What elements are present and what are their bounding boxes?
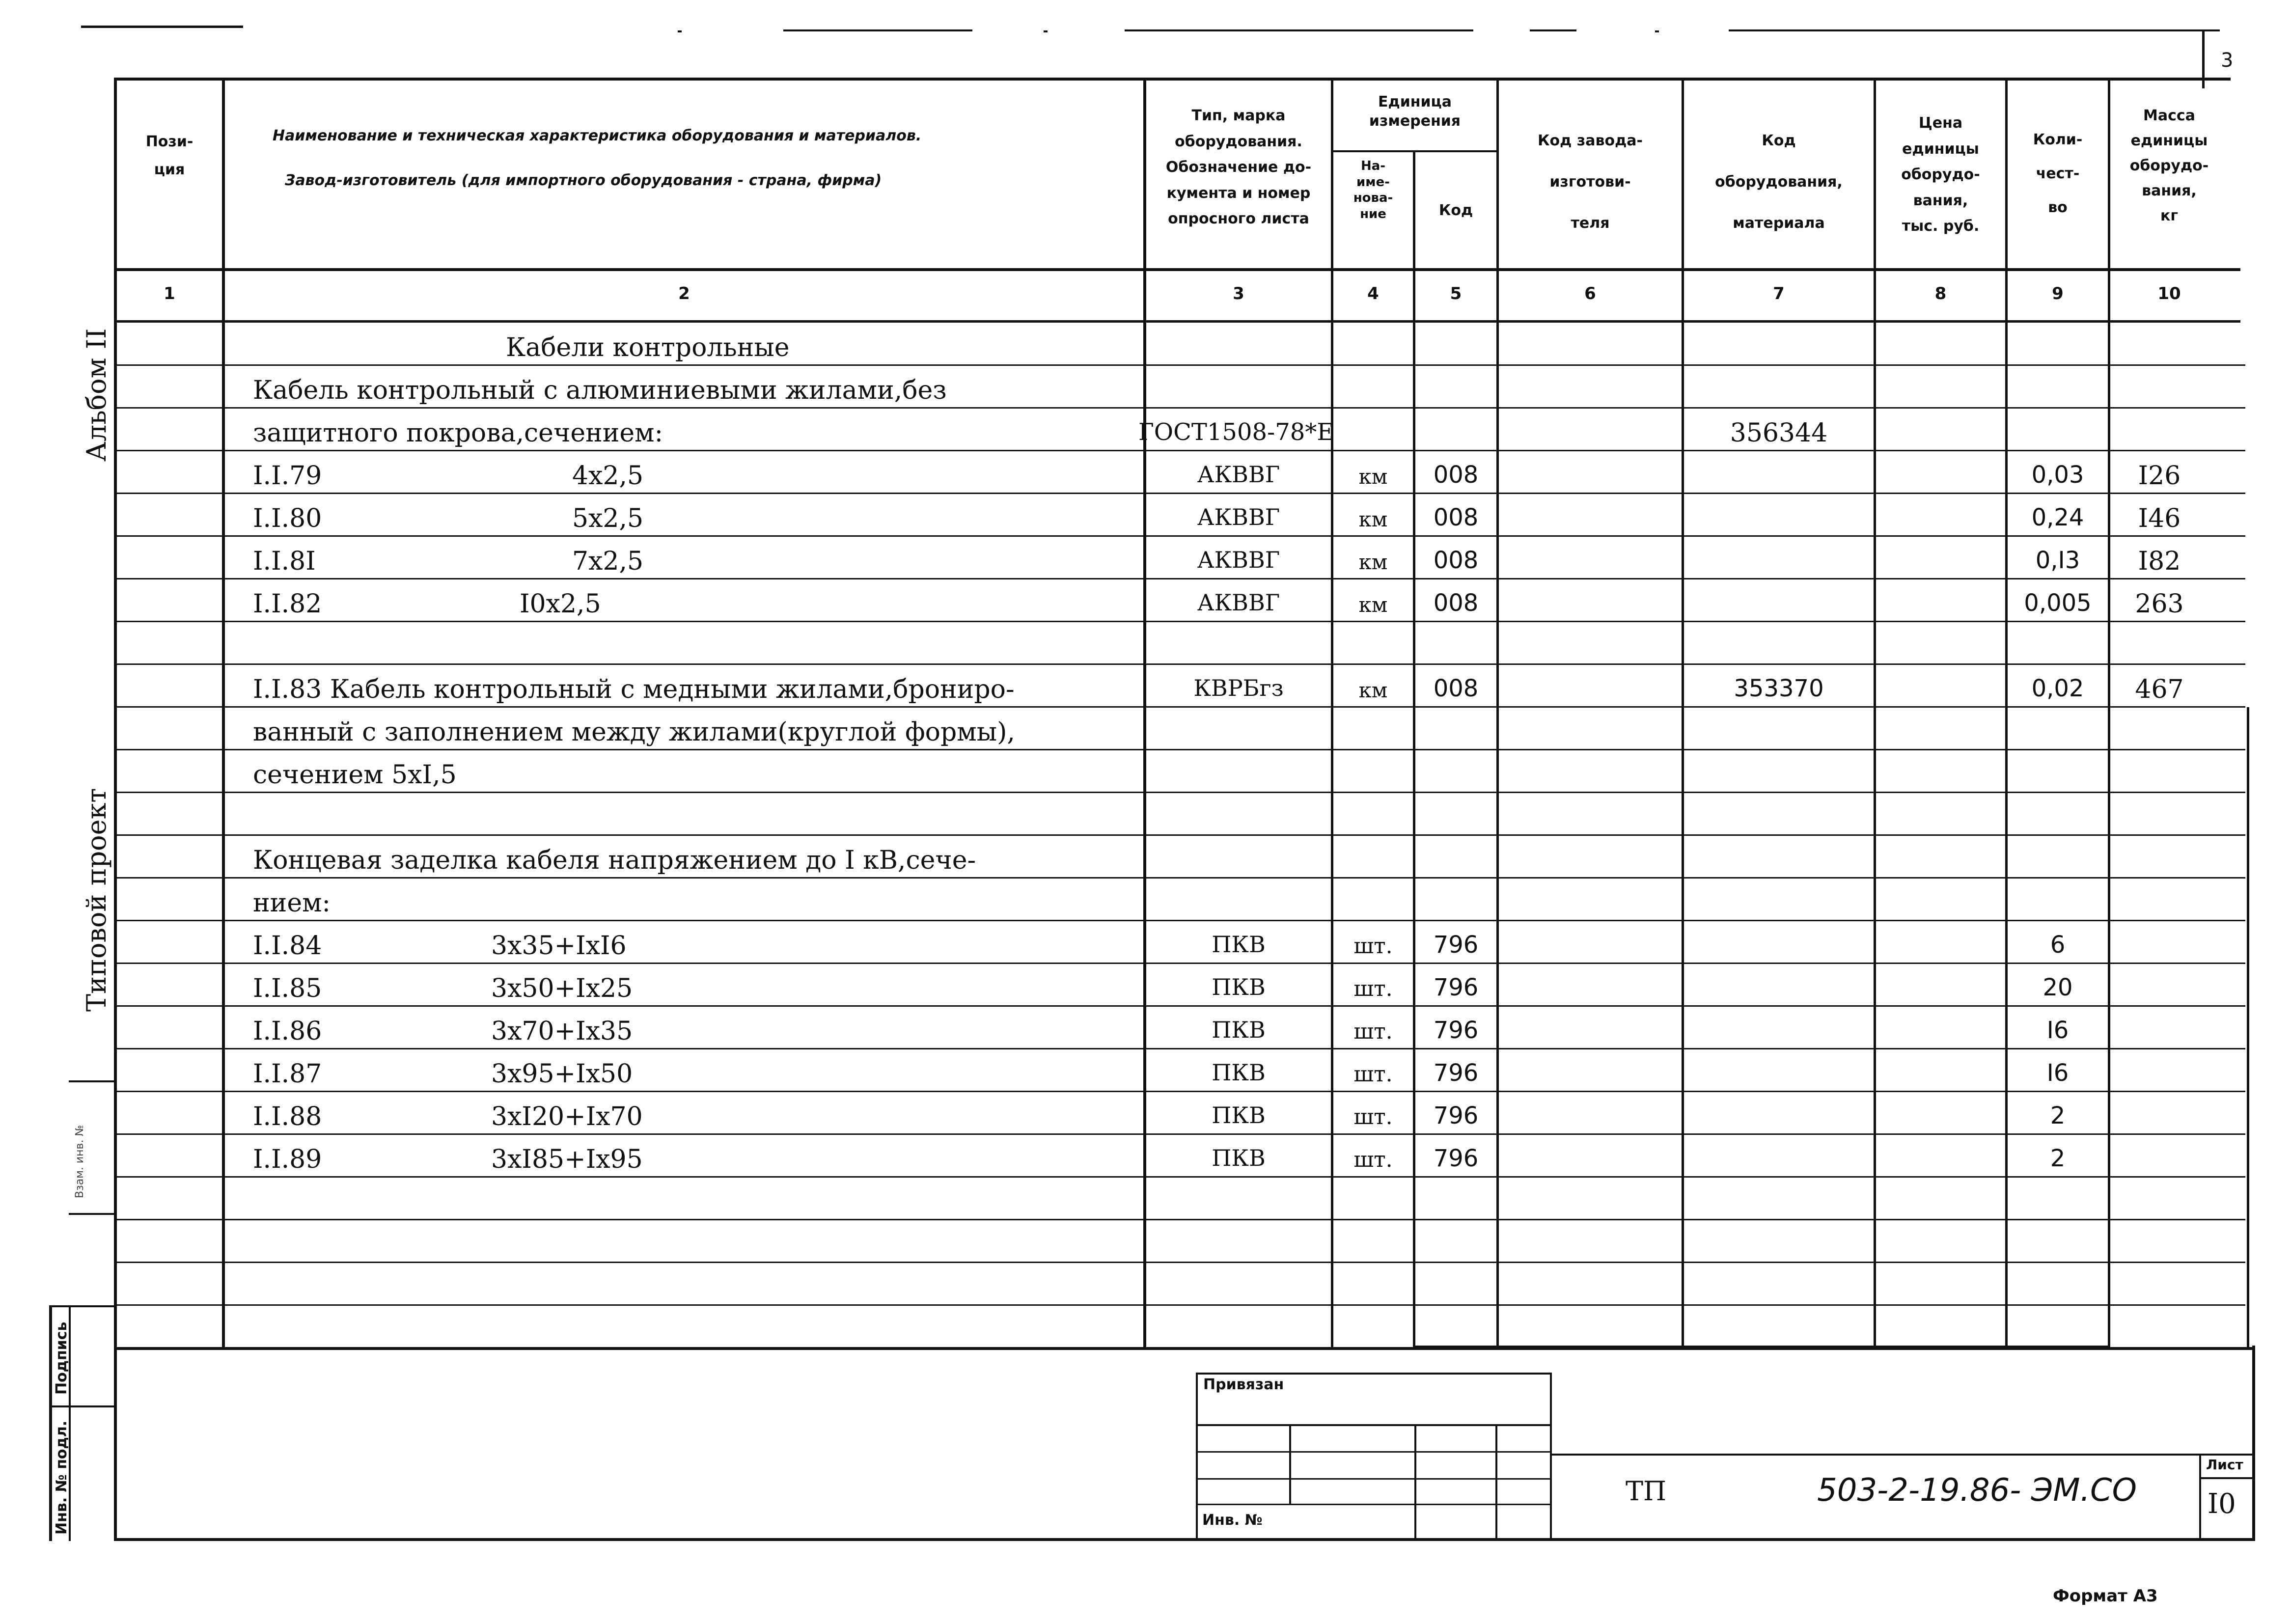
- row-spec: 3x95+Ix50: [491, 1059, 633, 1089]
- row-type: АКВВГ: [1197, 504, 1280, 530]
- header-type-text: Тип, марка оборудования. Обозначение до- кумента и номер опросного листа: [1165, 107, 1312, 227]
- header-unit-name-text: На- име- нова- ние: [1353, 159, 1393, 221]
- col-number: 8: [1934, 284, 1947, 303]
- header-price-text: Цена единицы оборудо- вания, тыс. руб.: [1901, 114, 1980, 235]
- row-position: I.I.88: [253, 1102, 322, 1131]
- header-position: [120, 128, 219, 184]
- row-spec: 4x2,5: [572, 461, 644, 491]
- section-title: Кабели контрольные: [506, 333, 790, 362]
- header-name: [231, 128, 1115, 189]
- header-material-code-text: Код оборудования, материала: [1715, 132, 1843, 232]
- row-qty: 2: [2050, 1145, 2066, 1172]
- header-name-line2: Завод-изготовитель (для импортного оборудования - страна, фирма): [285, 172, 882, 189]
- col-number: 9: [2052, 284, 2064, 303]
- stamp-tp: ТП: [1626, 1476, 1667, 1507]
- row-type: ПКВ: [1212, 1145, 1266, 1171]
- row-position: I.I.84: [253, 931, 322, 961]
- side-album: Альбом II: [81, 328, 112, 462]
- col-number: 5: [1450, 284, 1462, 303]
- row-type: АКВВГ: [1197, 461, 1280, 488]
- row-type: АКВВГ: [1197, 589, 1280, 616]
- header-qty-text: Коли- чест- во: [2033, 131, 2083, 216]
- row-unit-code: 796: [1433, 974, 1479, 1001]
- row-qty: 0,24: [2031, 504, 2084, 531]
- row-type: ПКВ: [1212, 931, 1266, 958]
- row-qty: 20: [2043, 974, 2073, 1001]
- row-qty: 0,03: [2031, 461, 2084, 489]
- row-spec: 3x35+IxI6: [491, 931, 627, 961]
- col-number: 2: [678, 284, 690, 303]
- row-spec: 7x2,5: [572, 547, 644, 576]
- row-unit-code: 008: [1433, 504, 1479, 531]
- header-unit-name: [1333, 158, 1413, 222]
- row-qty: I6: [2046, 1059, 2069, 1087]
- col-number: 10: [2157, 284, 2181, 303]
- row-type: ПКВ: [1212, 1017, 1266, 1043]
- side-small: Взам. инв. №: [74, 1125, 86, 1198]
- row-unit: шт.: [1353, 1104, 1393, 1129]
- row-position: I.I.79: [253, 461, 322, 491]
- row-type: ПКВ: [1212, 1059, 1266, 1086]
- header-price: [1876, 110, 2005, 240]
- stamp-privyazan: Привязан: [1203, 1376, 1284, 1393]
- row-unit: шт.: [1353, 934, 1393, 959]
- header-unit-group: [1333, 92, 1496, 131]
- row-type: ПКВ: [1212, 974, 1266, 1000]
- stamp-sheet-label: Лист: [2206, 1457, 2243, 1473]
- header-unit-code-text: Код: [1438, 202, 1473, 219]
- row-type: КВРБгз: [1193, 675, 1284, 701]
- row-qty: 0,I3: [2035, 547, 2080, 574]
- row-type: ГОСТ1508-78*Е: [1138, 418, 1334, 446]
- header-unit-code: [1415, 196, 1496, 224]
- row-unit: км: [1358, 465, 1388, 489]
- col-number: 3: [1233, 284, 1244, 303]
- row-position: I.I.85: [253, 974, 322, 1003]
- row-position: I.I.80: [253, 504, 322, 533]
- row-name: защитного покрова,сечением:: [253, 418, 663, 448]
- row-material-code: 353370: [1734, 675, 1824, 702]
- header-mass-text: Масса единицы оборудо- вания, кг: [2129, 107, 2209, 224]
- row-unit-code: 796: [1433, 1059, 1479, 1087]
- row-unit-code: 796: [1433, 931, 1479, 959]
- row-unit: км: [1358, 550, 1388, 574]
- stamp-inv: Инв. №: [1202, 1512, 1263, 1529]
- row-unit-code: 796: [1433, 1102, 1479, 1129]
- row-spec: 3x50+Ix25: [491, 974, 633, 1003]
- row-name: ванный с заполнением между жилами(круглой формы),: [253, 717, 1015, 747]
- col-number: 7: [1773, 284, 1785, 303]
- format-label: Формат А3: [2053, 1586, 2158, 1606]
- row-name: I.I.83 Кабель контрольный с медными жилами,брониро-: [253, 675, 1015, 704]
- row-unit-code: 008: [1433, 589, 1479, 617]
- row-qty: 6: [2050, 931, 2066, 959]
- row-mass: 467: [2135, 675, 2184, 704]
- row-mass: I26: [2138, 461, 2181, 491]
- row-name: Концевая заделка кабеля напряжением до I кВ,сече-: [253, 846, 976, 875]
- row-unit: шт.: [1353, 1147, 1393, 1172]
- row-qty: I6: [2046, 1017, 2069, 1044]
- col-number: 6: [1584, 284, 1596, 303]
- row-mass: I46: [2138, 504, 2181, 533]
- row-position: I.I.82: [253, 589, 322, 619]
- row-position: I.I.89: [253, 1145, 322, 1174]
- row-unit-code: 008: [1433, 547, 1479, 574]
- row-spec: 5x2,5: [572, 504, 644, 533]
- header-type: [1146, 103, 1331, 232]
- header-mass: [2110, 103, 2228, 228]
- row-mass: 263: [2135, 589, 2184, 619]
- side-inv-no: Инв. № подл.: [53, 1420, 70, 1535]
- row-position: I.I.86: [253, 1017, 322, 1046]
- page-number: 3: [2221, 49, 2234, 72]
- row-name: сечением 5xI,5: [253, 760, 457, 790]
- row-name: Кабель контрольный с алюминиевыми жилами,без: [253, 376, 947, 405]
- side-project: Типовой проект: [81, 788, 112, 1012]
- row-unit-code: 008: [1433, 675, 1479, 702]
- row-mass: I82: [2138, 547, 2181, 576]
- row-position: I.I.87: [253, 1059, 322, 1089]
- stamp-doc-code: 503-2-19.86- ЭМ.СО: [1817, 1472, 2137, 1509]
- row-spec: 3x70+Ix35: [491, 1017, 633, 1046]
- row-unit-code: 796: [1433, 1145, 1479, 1172]
- row-position: I.I.8I: [253, 547, 316, 576]
- header-factory-code: [1499, 120, 1682, 244]
- row-type: АКВВГ: [1197, 547, 1280, 573]
- row-unit: км: [1358, 593, 1388, 617]
- header-name-line1: Наименование и техническая характеристика оборудования и материалов.: [273, 127, 922, 144]
- row-unit: км: [1358, 507, 1388, 531]
- row-type: ПКВ: [1212, 1102, 1266, 1129]
- side-signature: Подпись: [53, 1321, 70, 1395]
- row-unit: шт.: [1353, 1062, 1393, 1087]
- col-number: 1: [164, 284, 175, 303]
- header-qty: [2008, 123, 2108, 224]
- row-unit: шт.: [1353, 976, 1393, 1001]
- header-unit-group-text: Единица измерения: [1369, 93, 1461, 130]
- header-material-code: [1684, 120, 1874, 244]
- row-unit-code: 796: [1433, 1017, 1479, 1044]
- row-name: нием:: [253, 888, 331, 918]
- row-spec: 3xI20+Ix70: [491, 1102, 643, 1131]
- row-qty: 0,005: [2024, 589, 2092, 617]
- row-material-code: 356344: [1730, 418, 1828, 448]
- row-qty: 2: [2050, 1102, 2066, 1129]
- row-unit: шт.: [1353, 1019, 1393, 1044]
- stamp-sheet-number: I0: [2208, 1488, 2236, 1520]
- row-unit-code: 008: [1433, 461, 1479, 489]
- row-spec: 3xI85+Ix95: [491, 1145, 643, 1174]
- header-factory-code-text: Код завода- изготови- теля: [1538, 132, 1643, 232]
- row-qty: 0,02: [2031, 675, 2084, 702]
- header-position-text: Пози- ция: [145, 133, 193, 178]
- col-number: 4: [1367, 284, 1379, 303]
- row-unit: км: [1358, 678, 1388, 702]
- row-spec: I0x2,5: [520, 589, 601, 619]
